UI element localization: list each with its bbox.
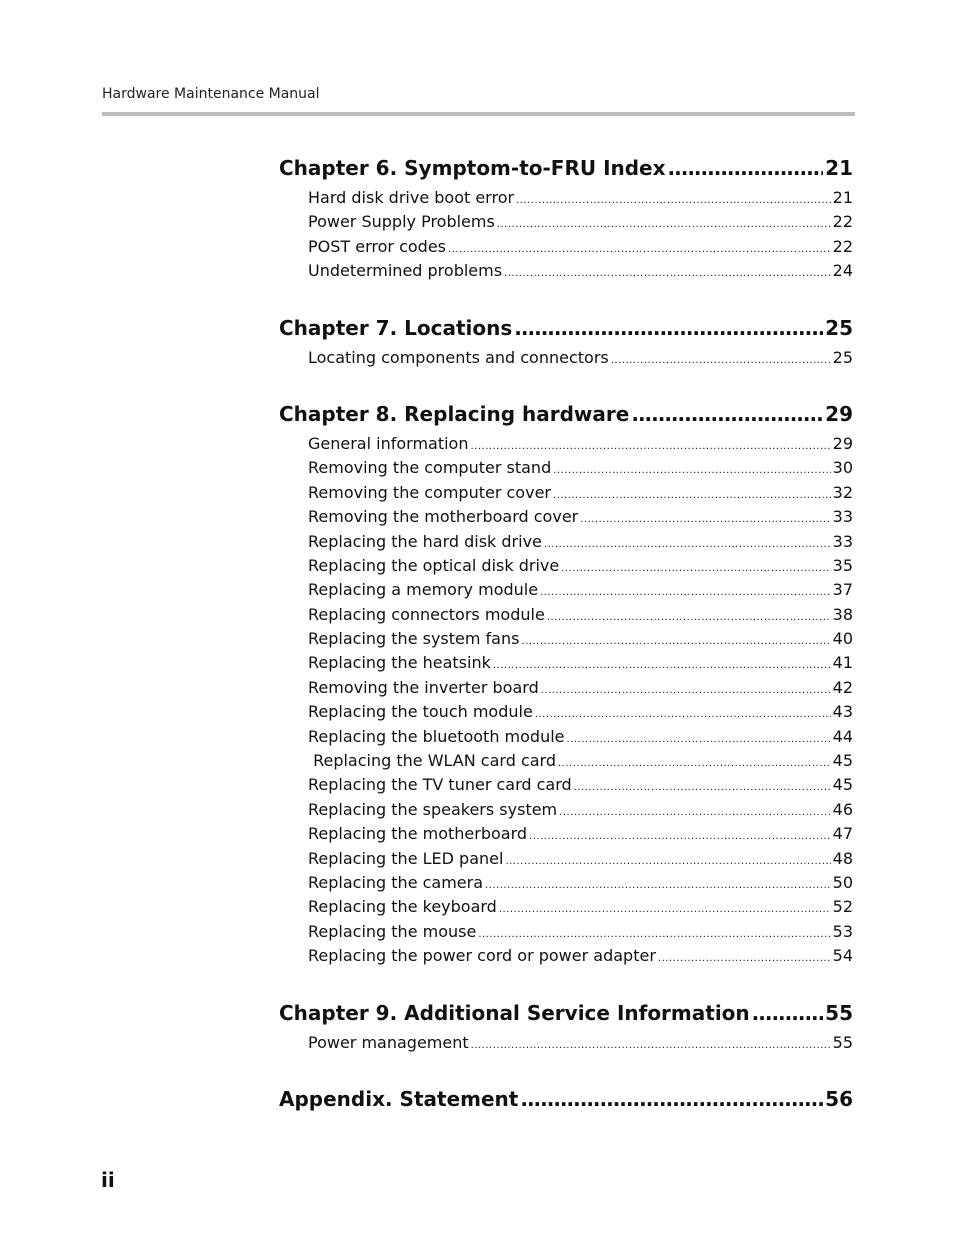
entry-page-number: 52 bbox=[832, 897, 853, 917]
entry-page-number: 46 bbox=[832, 799, 853, 819]
toc-entry[interactable] bbox=[279, 725, 853, 749]
toc-chapter bbox=[279, 396, 853, 969]
chapter-title: Appendix. Statement bbox=[279, 1086, 519, 1111]
entry-title: Removing the computer stand bbox=[308, 458, 552, 478]
entry-title: Replacing the touch module bbox=[308, 702, 533, 722]
toc-entry[interactable] bbox=[279, 822, 853, 846]
entry-title: Replacing the LED panel bbox=[308, 848, 504, 868]
entry-title: Replacing connectors module bbox=[308, 604, 545, 624]
chapter-page-number: 56 bbox=[825, 1086, 853, 1111]
entry-title: Replacing the WLAN card card bbox=[308, 751, 556, 771]
entry-title: Replacing the power cord or power adapter bbox=[308, 946, 656, 966]
entry-page-number: 30 bbox=[832, 458, 853, 478]
toc-entry[interactable] bbox=[279, 186, 853, 210]
entry-title: Removing the motherboard cover bbox=[308, 507, 579, 527]
dot-leader bbox=[752, 995, 824, 1031]
entry-page-number: 54 bbox=[832, 946, 853, 966]
toc-chapter-link[interactable] bbox=[279, 995, 853, 1031]
toc-entry[interactable] bbox=[279, 847, 853, 871]
entry-page-number: 29 bbox=[832, 433, 853, 453]
entry-title: Replacing the heatsink bbox=[308, 653, 491, 673]
dot-leader bbox=[541, 679, 831, 703]
entry-page-number: 37 bbox=[832, 580, 853, 600]
dot-leader bbox=[559, 801, 831, 825]
toc-chapter-link[interactable] bbox=[279, 310, 853, 346]
entry-title: Locating components and connectors bbox=[308, 347, 609, 367]
entry-title: Hard disk drive boot error bbox=[308, 188, 515, 207]
toc-entry[interactable] bbox=[279, 235, 853, 259]
dot-leader bbox=[544, 533, 831, 557]
dot-leader bbox=[521, 630, 830, 654]
entry-title: Undetermined problems bbox=[308, 261, 503, 281]
entry-title: Replacing the speakers system bbox=[308, 799, 558, 819]
toc-entry[interactable] bbox=[279, 578, 853, 602]
entry-title: Replacing the hard disk drive bbox=[308, 531, 542, 551]
dot-leader bbox=[535, 703, 831, 727]
dot-leader bbox=[547, 606, 831, 630]
dot-leader bbox=[658, 947, 831, 971]
entry-page-number: 45 bbox=[832, 751, 853, 771]
entry-title: Replacing the TV tuner card card bbox=[308, 775, 572, 795]
page-number: ii bbox=[101, 1168, 115, 1192]
entry-title: Replacing the bluetooth module bbox=[308, 726, 565, 746]
toc-entry[interactable] bbox=[279, 944, 853, 968]
dot-leader bbox=[553, 484, 831, 508]
dot-leader bbox=[567, 728, 831, 752]
dot-leader bbox=[574, 776, 831, 800]
toc-chapter bbox=[279, 310, 853, 370]
entry-title: General information bbox=[308, 433, 469, 453]
dot-leader bbox=[611, 349, 831, 373]
toc-chapter-link[interactable] bbox=[279, 1081, 853, 1117]
toc-entry[interactable] bbox=[279, 505, 853, 529]
entry-page-number: 25 bbox=[832, 347, 853, 367]
entry-page-number: 38 bbox=[832, 604, 853, 624]
toc-entry[interactable] bbox=[279, 530, 853, 554]
dot-leader bbox=[631, 396, 823, 432]
header-rule bbox=[102, 112, 855, 116]
entry-page-number: 42 bbox=[832, 677, 853, 697]
entry-page-number: 47 bbox=[832, 824, 853, 844]
toc-entry[interactable] bbox=[279, 603, 853, 627]
entry-page-number: 55 bbox=[832, 1032, 853, 1052]
entry-title: Power Supply Problems bbox=[308, 212, 495, 232]
toc-entry[interactable] bbox=[279, 700, 853, 724]
toc-entry[interactable] bbox=[279, 627, 853, 651]
toc-entry[interactable] bbox=[279, 676, 853, 700]
entry-page-number: 50 bbox=[832, 872, 853, 892]
toc-entry[interactable] bbox=[279, 481, 853, 505]
toc-entry[interactable] bbox=[279, 432, 853, 456]
running-header: Hardware Maintenance Manual bbox=[102, 86, 320, 102]
entry-title: Replacing the keyboard bbox=[308, 897, 497, 917]
toc-entry[interactable] bbox=[279, 895, 853, 919]
entry-page-number: 48 bbox=[832, 848, 853, 868]
dot-leader bbox=[514, 310, 823, 346]
dot-leader bbox=[668, 150, 824, 186]
entry-page-number: 22 bbox=[832, 236, 853, 256]
dot-leader bbox=[504, 262, 831, 286]
toc-entry[interactable] bbox=[279, 346, 853, 370]
toc-entry[interactable] bbox=[279, 1031, 853, 1055]
entry-page-number: 44 bbox=[832, 726, 853, 746]
dot-leader bbox=[471, 1034, 831, 1058]
entry-title: POST error codes bbox=[308, 236, 446, 256]
toc-entry[interactable] bbox=[279, 554, 853, 578]
entry-page-number: 21 bbox=[832, 188, 853, 207]
toc-chapter bbox=[279, 1081, 853, 1117]
toc-entry[interactable] bbox=[279, 456, 853, 480]
dot-leader bbox=[485, 874, 831, 898]
dot-leader bbox=[499, 898, 831, 922]
entry-title: Replacing the mouse bbox=[308, 921, 477, 941]
entry-page-number: 41 bbox=[832, 653, 853, 673]
entry-title: Replacing the system fans bbox=[308, 629, 520, 649]
dot-leader bbox=[516, 189, 831, 213]
chapter-page-number: 25 bbox=[825, 315, 853, 340]
entry-page-number: 43 bbox=[832, 702, 853, 722]
entry-title: Power management bbox=[308, 1032, 469, 1052]
entry-title: Replacing a memory module bbox=[308, 580, 539, 600]
entry-title: Replacing the optical disk drive bbox=[308, 555, 560, 575]
toc-chapter-link[interactable] bbox=[279, 150, 853, 186]
entry-page-number: 32 bbox=[832, 482, 853, 502]
dot-leader bbox=[558, 752, 831, 776]
toc-entry[interactable] bbox=[279, 871, 853, 895]
dot-leader bbox=[561, 557, 830, 581]
dot-leader bbox=[580, 508, 830, 532]
entry-title: Replacing the camera bbox=[308, 872, 484, 892]
chapter-page-number: 29 bbox=[825, 401, 853, 426]
toc-entry[interactable] bbox=[279, 798, 853, 822]
dot-leader bbox=[448, 238, 831, 262]
toc-entry[interactable] bbox=[279, 651, 853, 675]
entry-page-number: 24 bbox=[832, 261, 853, 281]
dot-leader bbox=[520, 1081, 823, 1117]
toc-entry[interactable] bbox=[279, 210, 853, 234]
entry-page-number: 33 bbox=[832, 507, 853, 527]
entry-title: Replacing the motherboard bbox=[308, 824, 528, 844]
entry-page-number: 33 bbox=[832, 531, 853, 551]
dot-leader bbox=[497, 213, 831, 237]
table-of-contents bbox=[279, 150, 853, 1143]
chapter-title: Chapter 8. Replacing hardware bbox=[279, 401, 630, 426]
entry-page-number: 53 bbox=[832, 921, 853, 941]
entry-page-number: 35 bbox=[832, 555, 853, 575]
toc-chapter-link[interactable] bbox=[279, 396, 853, 432]
chapter-page-number: 55 bbox=[825, 1000, 853, 1025]
dot-leader bbox=[553, 459, 830, 483]
toc-chapter bbox=[279, 995, 853, 1055]
toc-entry[interactable] bbox=[279, 773, 853, 797]
dot-leader bbox=[505, 850, 830, 874]
chapter-title: Chapter 9. Additional Service Information bbox=[279, 1000, 750, 1025]
chapter-page-number: 21 bbox=[825, 156, 853, 180]
entry-title: Removing the inverter board bbox=[308, 677, 539, 697]
dot-leader bbox=[529, 825, 831, 849]
toc-entry[interactable] bbox=[279, 920, 853, 944]
dot-leader bbox=[493, 654, 831, 678]
chapter-title: Chapter 7. Locations bbox=[279, 315, 513, 340]
chapter-title: Chapter 6. Symptom-to-FRU Index bbox=[279, 156, 666, 180]
entry-page-number: 22 bbox=[832, 212, 853, 232]
entry-title: Removing the computer cover bbox=[308, 482, 551, 502]
entry-page-number: 40 bbox=[832, 629, 853, 649]
toc-entry[interactable] bbox=[279, 749, 853, 773]
toc-entry[interactable] bbox=[279, 259, 853, 283]
dot-leader bbox=[540, 581, 831, 605]
entry-page-number: 45 bbox=[832, 775, 853, 795]
toc-chapter bbox=[279, 150, 853, 284]
